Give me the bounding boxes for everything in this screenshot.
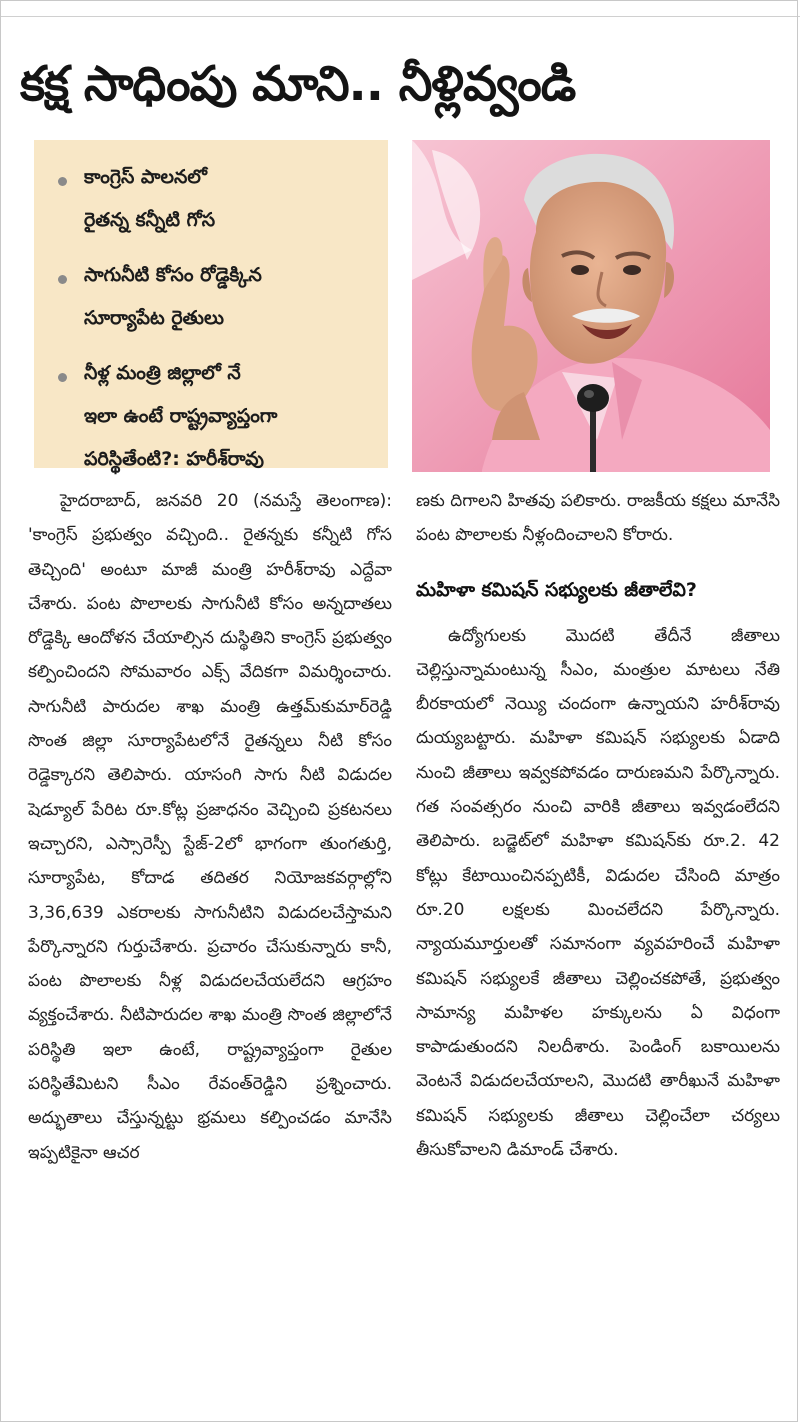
article-column-left [28, 484, 392, 1404]
headline: కక్ష సాధింపు మాని.. నీళ్లివ్వండి [20, 56, 576, 112]
article-subheading: మహిళా కమిషన్ సభ్యులకు జీతాలేవి? [416, 578, 697, 601]
article-body [28, 484, 780, 1404]
article-paragraph: ణకు దిగాలని హితవు పలికారు. రాజకీయ కక్షలు మానేసి పంట పొలాలకు నీళ్లందించాలని కోరారు. [416, 491, 780, 546]
highlight-item [56, 156, 376, 242]
bullet-icon [58, 373, 67, 382]
highlight-item [56, 254, 376, 340]
microphone-icon [577, 384, 609, 412]
article-paragraph: ఉద్యోగులకు మొదటి తేదీనే జీతాలు చెల్లిస్తున్నామంటున్న సీఎం, మంత్రుల మాటలు నేతి బీరకాయలో నెయ్యి చందంగా ఉన్నాయని హరీశ్‌రావు దుయ్యబట్టారు. మహిళా కమిషన్ సభ్యులకు ఏడాది నుంచి జీతాలు ఇవ్వకపోవడం దారుణమని పేర్కొన్నారు. గత సంవత్సరం నుంచి వారికి జీతాలు ఇవ్వడంలేదని తెలిపారు. బడ్జెట్‌లో మహిళా కమిషన్‌కు రూ.2. 42 కోట్లు కేటాయించినప్పటికీ, విడుదల చేసింది మాత్రం రూ.20 లక్షలకు మించలేదని పేర్కొన్నారు. న్యాయమూర్తులతో సమానంగా వ్యవహరించే మహిళా కమిషన్ సభ్యులకే జీతాలు చెల్లించకపోతే, ప్రభుత్వం సామాన్య మహిళల హక్కులను ఏ విధంగా కాపాడుతుందని నిలదీశారు. పెండింగ్ బకాయిలను వెంటనే విడుదలచేయాలని, మొదటి తారీఖునే మహిళా కమిషన్ సభ్యులకు జీతాలు చెల్లించేలా చర్యలు తీసుకోవాలని డిమాండ్ చేశారు. [416, 625, 780, 1161]
speaker-photo [412, 140, 770, 472]
eye [623, 265, 641, 275]
highlight-text: సాగునీటి కోసం రోడ్డెక్కిన సూర్యాపేట రైతులు [84, 264, 262, 329]
speaker-illustration [412, 140, 770, 472]
eye [571, 265, 589, 275]
microphone-stand [590, 402, 596, 472]
highlights-box [34, 140, 388, 468]
highlight-text: కాంగ్రెస్ పాలనలో రైతన్న కన్నీటి గోస [84, 166, 216, 231]
bullet-icon [58, 177, 67, 186]
highlights-list [56, 156, 376, 481]
bullet-icon [58, 275, 67, 284]
highlight-text: నీళ్ల మంత్రి జిల్లాలో నే ఇలా ఉంటే రాష్ట్రవ్యాప్తంగా పరిస్థితేంటి?: హరీశ్‌రావు [84, 362, 278, 470]
article-paragraph: హైదరాబాద్, జనవరి 20 (నమస్తే తెలంగాణ): 'కాంగ్రెస్ ప్రభుత్వం వచ్చింది.. రైతన్నకు కన్నీటి గోస తెచ్చింది' అంటూ మాజీ మంత్రి హరీశ్‌రావు ఎద్దేవా చేశారు. పంట పొలాలకు సాగునీటి కోసం అన్నదాతలు రోడ్డెక్కి ఆందోళన చేయాల్సిన దుస్థితిని కాంగ్రెస్ ప్రభుత్వం కల్పించిందని సోమవారం ఎక్స్ వేదికగా విమర్శించారు. సాగునీటి పారుదల శాఖ మంత్రి ఉత్తమ్‌కుమార్‌రెడ్డి సొంత జిల్లా సూర్యాపేటలోనే రైతన్నలు నీటి కోసం రెడ్డెక్కారని తెలిపారు. యాసంగి సాగు నీటి విడుదల షెడ్యూల్ పేరిట రూ.కోట్ల ప్రజాధనం వెచ్చించి ప్రకటనలు ఇచ్చారని, ఎస్సారెస్పీ స్టేజ్-2లో భాగంగా తుంగతుర్తి, సూర్యాపేట, కోదాడ తదితర నియోజకవర్గాల్లోని 3,36,639 ఎకరాలకు సాగునీటిని విడుదలచేస్తామని పేర్కొన్నారని గుర్తుచేశారు. ప్రచారం చేసుకున్నారు కానీ, పంట పొలాలకు నీళ్ల విడుదలచేయలేదని ఆగ్రహం వ్యక్తంచేశారు. నీటిపారుదల శాఖ మంత్రి సొంత జిల్లాలోనే పరిస్థితి ఇలా ఉంటే, రాష్ట్రవ్యాప్తంగా రైతుల పరిస్థితేమిటని సీఎం రేవంత్‌రెడ్డిని ప్రశ్నించారు. అద్భుతాలు చేస్తున్నట్టు భ్రమలు కల్పించడం మానేసి ఇప్పటికైనా ఆచర [28, 491, 392, 1163]
highlight-item [56, 352, 376, 481]
article-column-right [416, 484, 780, 1404]
microphone-highlight [584, 390, 594, 398]
